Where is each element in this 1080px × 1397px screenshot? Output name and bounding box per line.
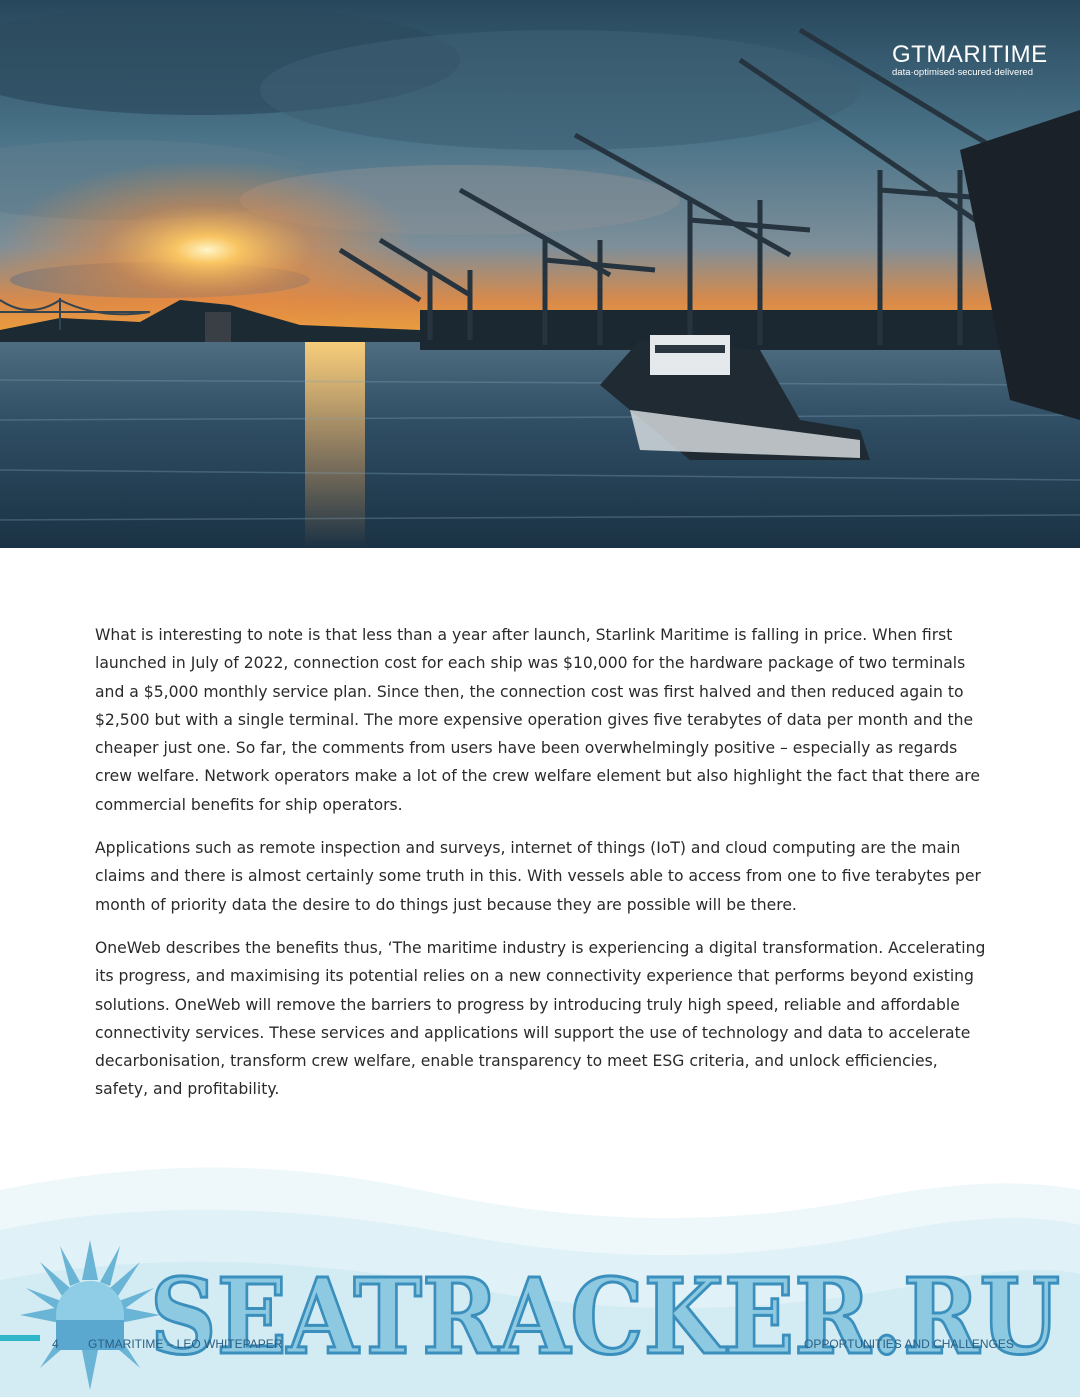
watermark [150,1258,1065,1378]
page-number: 4 [52,1337,59,1351]
hero-image [0,0,1080,548]
paragraph-oneweb-quote: OneWeb describes the benefits thus, ‘The maritime industry is experiencing a digital transformation. Accelerating its progress, and maximising its potential relies on a new connectivity experience that performs beyond existing solutions. OneWeb will remove the barriers to progress by introducing truly high speed, reliable and affordable connectivity services. These services and applications will support the use of technology and data to accelerate decarbonisation, transform crew welfare, enable transparency to meet ESG criteria, and unlock efficiencies, safety, and profitability. [95,938,986,1099]
paragraph-starlink-pricing: What is interesting to note is that less than a year after launch, Starlink Maritime is falling in price. When first launched in July of 2022, connection cost for each ship was $10,000 for the hardware package of two terminals and a $5,000 monthly service plan. Since then, the connection cost was first halved and then reduced again to $2,500 but with a single terminal. The more expensive operation gives five terabytes of data per month and the cheaper just one. So far, the comments from users have been overwhelmingly positive – especially as regards crew welfare. Network operators make a lot of the crew welfare element but also highlight the fact that there are commercial benefits for ship operators. [95,626,980,814]
paragraph-applications: Applications such as remote inspection and surveys, internet of things (IoT) and cloud computing are the main claims and there is almost certainly some truth in this. With vessels able to access from one to five terabytes per month of priority data the desire to do things just because they are possible will be there. [95,839,981,914]
brand-tagline: data·optimised·secured·delivered [892,67,1033,78]
watermark-sun-icon [20,1240,160,1390]
footer-section-title: OPPORTUNITIES AND CHALLENGES [804,1337,1014,1351]
brand-logo [848,40,1048,80]
gtmaritime-logo-icon [848,40,1080,548]
brand-name: GTMARITIME [892,41,1048,68]
watermark-text: SEATRACKER.RU [150,1258,1060,1378]
article-body [95,621,990,1119]
footer-document-title: GTMARITIME – LEO WHITEPAPER [88,1337,283,1351]
